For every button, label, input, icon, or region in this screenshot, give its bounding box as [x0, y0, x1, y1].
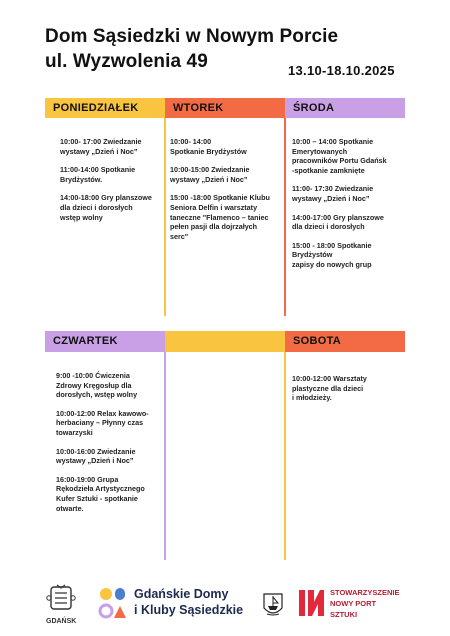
day-label: WTOREK [173, 102, 224, 114]
event-entry: 10:00- 14:00 Spotkanie Brydżystów [170, 137, 247, 156]
gdansk-logo [46, 584, 76, 624]
event-entry: 16:00-19:00 Grupa Rękodzieła Artystycznego Kufer Sztuki - spotkanie otwarte. [56, 474, 145, 513]
association-line3: SZTUKI [330, 610, 358, 619]
association-line1: STOWARZYSZENIE [330, 588, 400, 597]
day-header-tuesday [165, 98, 285, 118]
cell-wednesday [292, 137, 402, 279]
gdansk-label: GDAŃSK [46, 618, 77, 625]
gdansk-crest-icon [46, 584, 76, 612]
port-logo [260, 588, 286, 620]
event-entry: 15:00 - 18:00 Spotkanie Brydżystów zapisy do nowych grup [292, 240, 372, 269]
day-label: SOBOTA [293, 335, 342, 347]
column-divider [164, 118, 166, 316]
association-logo [296, 586, 408, 622]
event-entry: 9:00 -10:00 Ćwiczenia Zdrowy Kręgosłup dla dorosłych, wstęp wolny [56, 371, 138, 400]
event-entry: 10:00-12:00 Relax kawowo- herbaciany – Płynny czas towarzyski [56, 408, 149, 437]
cell-thursday [56, 371, 164, 522]
ship-icon [260, 588, 286, 620]
event-entry: 10:00- 17:00 Zwiedzanie wystawy „Dzień i Noc” [60, 137, 142, 156]
day-label: ŚRODA [293, 102, 335, 114]
event-entry: 10:00-16:00 Zwiedzanie wystawy „Dzień i Noc” [56, 446, 136, 466]
cell-monday [60, 137, 164, 231]
event-entry: 10:00-15:00 Zwiedzanie wystawy „Dzień i Noc” [170, 165, 250, 184]
association-line2: NOWY PORT [330, 599, 377, 608]
column-divider [284, 352, 286, 560]
gdk-line1: Gdańskie Domy [134, 587, 229, 601]
event-entry: 15:00 -18:00 Spotkanie Klubu Seniora Delfin i warsztaty taneczne "Flamenco – taniec pełen pasji dla dojrzałych serc" [170, 193, 270, 241]
cell-tuesday [170, 137, 282, 250]
association-mark-icon [296, 586, 326, 620]
column-divider [164, 352, 166, 560]
footer-logos [0, 584, 450, 624]
gdk-line2: i Kluby Sąsiedzkie [134, 603, 244, 617]
event-entry: 14:00-17:00 Gry planszowe dla dzieci i dorosłych [292, 212, 384, 232]
date-range: 13.10-18.10.2025 [288, 63, 395, 78]
gdk-logo [98, 586, 248, 622]
page-title: Dom Sąsiedzki w Nowym Porcie [45, 26, 339, 47]
day-header-saturday [285, 331, 405, 352]
day-header-thursday [45, 331, 165, 352]
event-entry: 10:00-12:00 Warsztaty plastyczne dla dzieci i młodzieży. [292, 374, 367, 403]
day-header-friday-empty [165, 331, 285, 352]
cell-saturday [292, 374, 402, 412]
day-label: CZWARTEK [53, 335, 118, 347]
column-divider [284, 118, 286, 316]
event-entry: 11:00- 17:30 Zwiedzanie wystawy „Dzień i Noc” [292, 184, 374, 203]
event-entry: 10:00 – 14:00 Spotkanie Emerytowanych pracowników Portu Gdańsk -spotkanie zamknięte [292, 137, 387, 175]
day-header-wednesday [285, 98, 405, 118]
event-entry: 11:00-14:00 Spotkanie Brydżystów. [60, 165, 136, 184]
address: ul. Wyzwolenia 49 [45, 51, 208, 72]
day-header-monday [45, 98, 165, 118]
day-label: PONIEDZIAŁEK [53, 102, 139, 114]
gdk-mark-icon [98, 586, 130, 620]
event-entry: 14:00-18:00 Gry planszowe dla dzieci i dorosłych wstęp wolny [60, 193, 152, 222]
